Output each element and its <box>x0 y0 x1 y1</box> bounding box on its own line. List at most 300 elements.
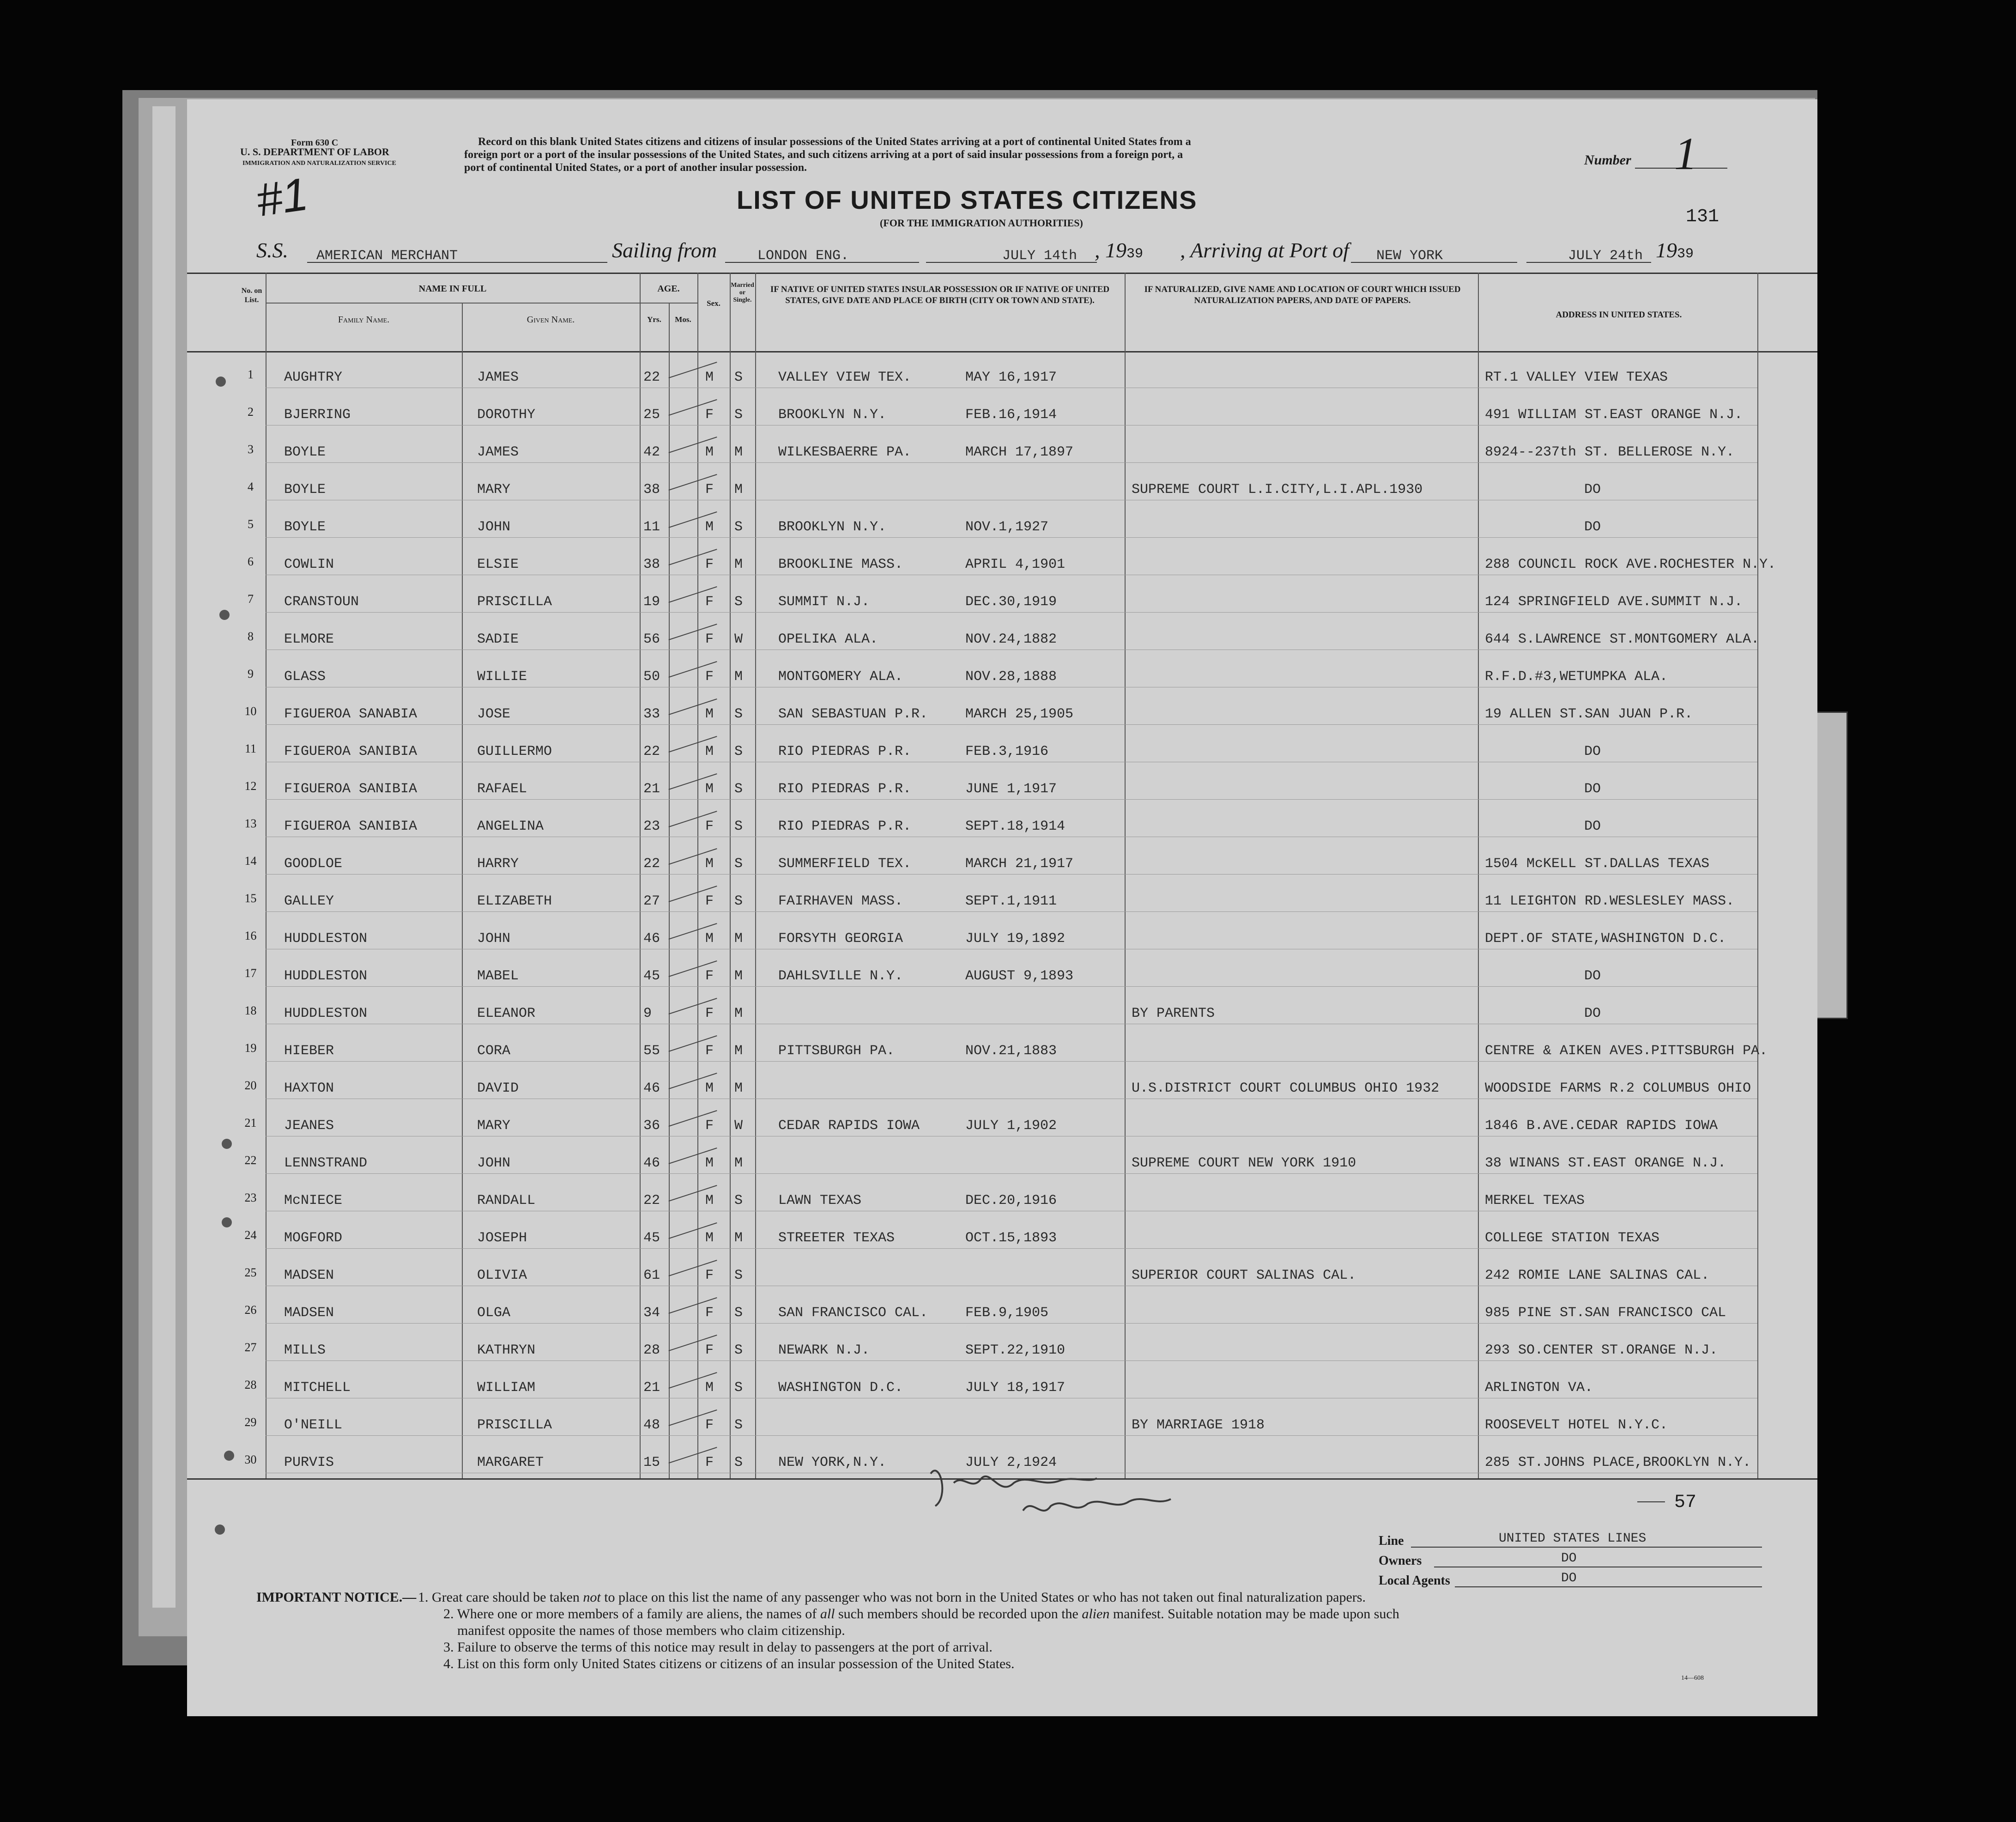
family-name: HUDDLESTON <box>284 968 368 984</box>
address: ROOSEVELT HOTEL N.Y.C. <box>1485 1417 1668 1433</box>
address: 644 S.LAWRENCE ST.MONTGOMERY ALA. <box>1485 632 1760 647</box>
birth-date: FEB.9,1905 <box>965 1305 1049 1321</box>
row-number: 25 <box>244 1266 257 1279</box>
sailing-year-prefix: , 19 <box>1095 238 1126 262</box>
sex: F <box>705 594 714 610</box>
given-name: CORA <box>477 1043 511 1059</box>
sex: F <box>705 482 714 498</box>
address: 8924--237th ST. BELLEROSE N.Y. <box>1485 444 1735 460</box>
page-edge-strip <box>152 106 176 1608</box>
address: 985 PINE ST.SAN FRANCISCO CAL <box>1485 1305 1726 1321</box>
sex: F <box>705 407 714 423</box>
inspector-signature <box>921 1455 1208 1524</box>
row-number: 8 <box>248 630 254 643</box>
row-number: 26 <box>244 1303 257 1317</box>
age-years: 28 <box>643 1342 660 1358</box>
naturalization: SUPERIOR COURT SALINAS CAL. <box>1132 1268 1356 1283</box>
page-number: 131 <box>1686 206 1719 227</box>
address: 242 ROMIE LANE SALINAS CAL. <box>1485 1268 1710 1283</box>
arrival-date: JULY 24th <box>1568 248 1643 264</box>
age-years: 46 <box>643 931 660 947</box>
row-number: 3 <box>248 443 254 456</box>
age-years: 56 <box>643 632 660 647</box>
arrival-year-prefix: 19 <box>1656 238 1677 262</box>
birth-date: SEPT.22,1910 <box>965 1342 1066 1358</box>
marital-status: S <box>734 744 743 759</box>
address: 288 COUNCIL ROCK AVE.ROCHESTER N.Y. <box>1485 557 1776 572</box>
birth-date: JULY 18,1917 <box>965 1380 1066 1396</box>
address: DO <box>1584 968 1601 984</box>
address: RT.1 VALLEY VIEW TEXAS <box>1485 370 1668 385</box>
family-name: O'NEILL <box>284 1417 343 1433</box>
marital-status: M <box>734 968 743 984</box>
table-row <box>187 351 1817 389</box>
page-title: LIST OF UNITED STATES CITIZENS <box>737 185 1198 214</box>
given-name: MABEL <box>477 968 519 984</box>
address: 124 SPRINGFIELD AVE.SUMMIT N.J. <box>1485 594 1743 610</box>
record-text-1: Record on this blank United States citizens and citizens of insular possessions of the United States arriving at a port of continental United States from a <box>478 136 1191 148</box>
given-name: GUILLERMO <box>477 744 552 759</box>
punch-hole <box>222 1139 232 1149</box>
birth-place: MONTGOMERY ALA. <box>778 669 903 685</box>
row-number: 10 <box>244 705 257 718</box>
table-row <box>187 463 1817 501</box>
row-number: 20 <box>244 1079 257 1092</box>
table-row <box>187 1212 1817 1249</box>
given-name: RAFAEL <box>477 781 527 797</box>
naturalization: BY PARENTS <box>1132 1006 1215 1021</box>
table-row <box>187 426 1817 463</box>
family-name: HUDDLESTON <box>284 931 368 947</box>
notice-2: 2. Where one or more members of a family are aliens, the names of all such members should be recorded upon the alien manifest. Suitable notation may be made upon such <box>443 1606 1399 1622</box>
age-years: 46 <box>643 1155 660 1171</box>
family-name: HAXTON <box>284 1081 334 1096</box>
sex: M <box>705 519 714 535</box>
row-number: 30 <box>244 1453 257 1466</box>
address: 491 WILLIAM ST.EAST ORANGE N.J. <box>1485 407 1743 423</box>
birth-date: FEB.16,1914 <box>965 407 1057 423</box>
age-years: 25 <box>643 407 660 423</box>
row-number: 19 <box>244 1041 257 1055</box>
given-name: ELIZABETH <box>477 893 552 909</box>
sex: F <box>705 1305 714 1321</box>
given-name: OLGA <box>477 1305 511 1321</box>
birth-place: NEWARK N.J. <box>778 1342 870 1358</box>
table-row <box>187 950 1817 987</box>
marital-status: S <box>734 1380 743 1396</box>
row-number: 24 <box>244 1228 257 1242</box>
table-row <box>187 501 1817 538</box>
birth-place: SUMMIT N.J. <box>778 594 870 610</box>
age-years: 46 <box>643 1081 660 1096</box>
birth-place: OPELIKA ALA. <box>778 632 878 647</box>
owners-value: DO <box>1561 1551 1577 1566</box>
family-name: GLASS <box>284 669 326 685</box>
row-number: 9 <box>248 667 254 680</box>
row-number: 1 <box>248 368 254 381</box>
row-number: 7 <box>248 592 254 606</box>
table-row <box>187 725 1817 763</box>
col-given: Given Name. <box>527 315 575 325</box>
print-code: 14—608 <box>1681 1675 1704 1682</box>
marital-status: S <box>734 1193 743 1209</box>
given-name: MARGARET <box>477 1455 544 1470</box>
birth-place: DAHLSVILLE N.Y. <box>778 968 903 984</box>
marital-status: S <box>734 1342 743 1358</box>
marital-status: S <box>734 519 743 535</box>
naturalization: SUPREME COURT L.I.CITY,L.I.APL.1930 <box>1132 482 1423 498</box>
birth-place: PITTSBURGH PA. <box>778 1043 895 1059</box>
col-birth: IF NATIVE OF UNITED STATES INSULAR POSSESSION OR IF NATIVE OF UNITED STATES, GIVE DATE AND PLACE OF BIRTH (CITY OR TOWN AND STATE). <box>770 285 1110 305</box>
row-number: 17 <box>244 966 257 980</box>
sex: M <box>705 1155 714 1171</box>
sex: M <box>705 370 714 385</box>
given-name: DOROTHY <box>477 407 536 423</box>
age-years: 48 <box>643 1417 660 1433</box>
service: IMMIGRATION AND NATURALIZATION SERVICE <box>242 160 396 167</box>
family-name: FIGUEROA SANIBIA <box>284 819 418 834</box>
marital-status: S <box>734 1417 743 1433</box>
birth-date: MARCH 17,1897 <box>965 444 1074 460</box>
sex: F <box>705 1043 714 1059</box>
agents-value: DO <box>1561 1571 1577 1585</box>
family-name: AUGHTRY <box>284 370 343 385</box>
address: 1846 B.AVE.CEDAR RAPIDS IOWA <box>1485 1118 1718 1134</box>
punch-hole <box>219 610 230 620</box>
age-years: 19 <box>643 594 660 610</box>
row-number: 27 <box>244 1341 257 1354</box>
age-years: 38 <box>643 482 660 498</box>
age-years: 34 <box>643 1305 660 1321</box>
age-years: 21 <box>643 781 660 797</box>
marital-status: M <box>734 1006 743 1021</box>
age-years: 21 <box>643 1380 660 1396</box>
sex: F <box>705 1118 714 1134</box>
age-years: 50 <box>643 669 660 685</box>
sex: F <box>705 893 714 909</box>
address: DO <box>1584 819 1601 834</box>
age-years: 33 <box>643 706 660 722</box>
marital-status: S <box>734 407 743 423</box>
given-name: ELSIE <box>477 557 519 572</box>
age-years: 55 <box>643 1043 660 1059</box>
given-name: ANGELINA <box>477 819 544 834</box>
line-label: Line <box>1379 1534 1404 1548</box>
birth-place: SUMMERFIELD TEX. <box>778 856 912 872</box>
punch-hole <box>215 1524 225 1535</box>
address: CENTRE & AIKEN AVES.PITTSBURGH PA. <box>1485 1043 1768 1059</box>
family-name: MADSEN <box>284 1268 334 1283</box>
row-number: 14 <box>244 854 257 868</box>
marital-status: S <box>734 819 743 834</box>
family-name: CRANSTOUN <box>284 594 359 610</box>
given-name: JOHN <box>477 931 511 947</box>
owners-label: Owners <box>1379 1554 1422 1568</box>
family-name: HUDDLESTON <box>284 1006 368 1021</box>
sex: F <box>705 1342 714 1358</box>
given-name: JOSEPH <box>477 1230 527 1246</box>
marital-status: M <box>734 669 743 685</box>
birth-place: RIO PIEDRAS P.R. <box>778 744 912 759</box>
birth-place: BROOKLYN N.Y. <box>778 407 887 423</box>
col-age: AGE. <box>657 284 680 294</box>
birth-place: NEW YORK,N.Y. <box>778 1455 887 1470</box>
arrival-year-suffix: 39 <box>1677 246 1694 262</box>
number-value: 1 <box>1674 128 1697 179</box>
birth-date: SEPT.18,1914 <box>965 819 1066 834</box>
family-name: PURVIS <box>284 1455 334 1470</box>
family-name: McNIECE <box>284 1193 343 1209</box>
given-name: WILLIE <box>477 669 527 685</box>
form-id: Form 630 C <box>291 138 339 148</box>
marital-status: S <box>734 1455 743 1470</box>
given-name: MARY <box>477 482 511 498</box>
marital-status: W <box>734 632 743 647</box>
given-name: JOHN <box>477 519 511 535</box>
birth-place: SAN SEBASTUAN P.R. <box>778 706 928 722</box>
given-name: OLIVIA <box>477 1268 527 1283</box>
birth-date: APRIL 4,1901 <box>965 557 1066 572</box>
family-name: MITCHELL <box>284 1380 351 1396</box>
marital-status: S <box>734 1305 743 1321</box>
row-number: 11 <box>244 742 257 755</box>
family-name: JEANES <box>284 1118 334 1134</box>
given-name: JOHN <box>477 1155 511 1171</box>
sex: F <box>705 632 714 647</box>
address: MERKEL TEXAS <box>1485 1193 1585 1209</box>
table-row <box>187 688 1817 725</box>
birth-date: JULY 19,1892 <box>965 931 1066 947</box>
page-subtitle: (FOR THE IMMIGRATION AUTHORITIES) <box>880 217 1083 229</box>
marital-status: S <box>734 594 743 610</box>
family-name: ELMORE <box>284 632 334 647</box>
marital-status: S <box>734 856 743 872</box>
family-name: LENNSTRAND <box>284 1155 368 1171</box>
col-address: ADDRESS IN UNITED STATES. <box>1556 310 1682 320</box>
family-name: MILLS <box>284 1342 326 1358</box>
family-name: BJERRING <box>284 407 351 423</box>
col-mos: Mos. <box>675 315 691 324</box>
address: R.F.D.#3,WETUMPKA ALA. <box>1485 669 1668 685</box>
sex: M <box>705 706 714 722</box>
family-name: BOYLE <box>284 444 326 460</box>
birth-date: AUGUST 9,1893 <box>965 968 1074 984</box>
row-number: 13 <box>244 817 257 830</box>
stamp-page-number: 57 <box>1674 1492 1697 1513</box>
address: 285 ST.JOHNS PLACE,BROOKLYN N.Y. <box>1485 1455 1751 1470</box>
age-years: 45 <box>643 968 660 984</box>
margin-mark: #1 <box>253 168 311 227</box>
ss-label: S.S. <box>256 238 288 262</box>
family-name: GOODLOE <box>284 856 343 872</box>
given-name: KATHRYN <box>477 1342 536 1358</box>
birth-date: MAY 16,1917 <box>965 370 1057 385</box>
address: DO <box>1584 744 1601 759</box>
given-name: WILLIAM <box>477 1380 536 1396</box>
sex: M <box>705 444 714 460</box>
age-years: 45 <box>643 1230 660 1246</box>
birth-place: VALLEY VIEW TEX. <box>778 370 912 385</box>
birth-date: JULY 2,1924 <box>965 1455 1057 1470</box>
table-row <box>187 1249 1817 1287</box>
sex: F <box>705 669 714 685</box>
table-row <box>187 1174 1817 1212</box>
notice-3: 3. Failure to observe the terms of this notice may result in delay to passengers at the port of arrival. <box>443 1640 993 1655</box>
age-years: 36 <box>643 1118 660 1134</box>
row-number: 21 <box>244 1116 257 1130</box>
address: DO <box>1584 482 1601 498</box>
address: 11 LEIGHTON RD.WESLESLEY MASS. <box>1485 893 1735 909</box>
age-years: 27 <box>643 893 660 909</box>
given-name: PRISCILLA <box>477 594 552 610</box>
birth-place: RIO PIEDRAS P.R. <box>778 781 912 797</box>
department: U. S. DEPARTMENT OF LABOR <box>240 146 389 158</box>
marital-status: M <box>734 1043 743 1059</box>
row-number: 16 <box>244 929 257 942</box>
address: DO <box>1584 1006 1601 1021</box>
birth-place: LAWN TEXAS <box>778 1193 862 1209</box>
given-name: DAVID <box>477 1081 519 1096</box>
marital-status: S <box>734 1268 743 1283</box>
marital-status: S <box>734 706 743 722</box>
sex: M <box>705 1081 714 1096</box>
address: 19 ALLEN ST.SAN JUAN P.R. <box>1485 706 1693 722</box>
col-married-single: Married or Single. <box>731 282 754 304</box>
row-number: 18 <box>244 1004 257 1017</box>
sailing-year-suffix: 39 <box>1126 246 1144 262</box>
birth-date: JULY 1,1902 <box>965 1118 1057 1134</box>
birth-date: NOV.28,1888 <box>965 669 1057 685</box>
col-no: No. on List. <box>241 287 262 304</box>
sex: M <box>705 781 714 797</box>
col-yrs: Yrs. <box>647 315 661 324</box>
family-name: MOGFORD <box>284 1230 343 1246</box>
address: 38 WINANS ST.EAST ORANGE N.J. <box>1485 1155 1726 1171</box>
marital-status: S <box>734 370 743 385</box>
table-row <box>187 875 1817 912</box>
family-name: HIEBER <box>284 1043 334 1059</box>
table-row <box>187 389 1817 426</box>
table-row <box>187 613 1817 650</box>
birth-date: DEC.30,1919 <box>965 594 1057 610</box>
birth-date: SEPT.1,1911 <box>965 893 1057 909</box>
address: DEPT.OF STATE,WASHINGTON D.C. <box>1485 931 1726 947</box>
sex: F <box>705 819 714 834</box>
col-sex: Sex. <box>707 299 720 308</box>
age-years: 23 <box>643 819 660 834</box>
table-row <box>187 1099 1817 1137</box>
sex: F <box>705 557 714 572</box>
row-number: 6 <box>248 555 254 568</box>
marital-status: M <box>734 1081 743 1096</box>
address: 1504 McKELL ST.DALLAS TEXAS <box>1485 856 1710 872</box>
marital-status: M <box>734 444 743 460</box>
address: DO <box>1584 519 1601 535</box>
marital-status: S <box>734 893 743 909</box>
punch-hole <box>216 377 226 387</box>
agents-label: Local Agents <box>1379 1573 1450 1588</box>
birth-date: NOV.21,1883 <box>965 1043 1057 1059</box>
birth-date: NOV.1,1927 <box>965 519 1049 535</box>
naturalization: SUPREME COURT NEW YORK 1910 <box>1132 1155 1356 1171</box>
sailing-port: LONDON ENG. <box>757 248 849 264</box>
arriving-label: , Arriving at Port of <box>1180 238 1349 262</box>
table-row <box>187 538 1817 576</box>
marital-status: M <box>734 1230 743 1246</box>
table-row <box>187 1399 1817 1436</box>
naturalization: BY MARRIAGE 1918 <box>1132 1417 1265 1433</box>
table-row <box>187 650 1817 688</box>
punch-hole <box>222 1217 232 1227</box>
col-naturalized: IF NATURALIZED, GIVE NAME AND LOCATION OF COURT WHICH ISSUED NATURALIZATION PAPERS, AND DATE OF PAPERS. <box>1144 285 1461 305</box>
family-name: BOYLE <box>284 519 326 535</box>
punch-hole <box>224 1451 234 1461</box>
table-row <box>187 838 1817 875</box>
table-row <box>187 1137 1817 1174</box>
age-years: 22 <box>643 1193 660 1209</box>
manifest-sheet <box>187 99 1817 1716</box>
sex: M <box>705 1380 714 1396</box>
age-years: 11 <box>643 519 660 535</box>
table-row <box>187 1062 1817 1099</box>
age-years: 15 <box>643 1455 660 1470</box>
sex: M <box>705 856 714 872</box>
table-row <box>187 763 1817 800</box>
given-name: PRISCILLA <box>477 1417 552 1433</box>
sailing-label: Sailing from <box>612 238 717 262</box>
family-name: MADSEN <box>284 1305 334 1321</box>
birth-date: NOV.24,1882 <box>965 632 1057 647</box>
age-years: 22 <box>643 744 660 759</box>
birth-date: JUNE 1,1917 <box>965 781 1057 797</box>
naturalization: U.S.DISTRICT COURT COLUMBUS OHIO 1932 <box>1132 1081 1440 1096</box>
row-number: 12 <box>244 779 257 793</box>
birth-date: OCT.15,1893 <box>965 1230 1057 1246</box>
family-name: FIGUEROA SANABIA <box>284 706 418 722</box>
notice-title: IMPORTANT NOTICE.— <box>256 1590 417 1605</box>
given-name: HARRY <box>477 856 519 872</box>
birth-place: SAN FRANCISCO CAL. <box>778 1305 928 1321</box>
given-name: MARY <box>477 1118 511 1134</box>
family-name: BOYLE <box>284 482 326 498</box>
row-number: 5 <box>248 517 254 531</box>
birth-place: RIO PIEDRAS P.R. <box>778 819 912 834</box>
table-row <box>187 912 1817 950</box>
birth-place: WILKESBAERRE PA. <box>778 444 912 460</box>
age-years: 9 <box>643 1006 652 1021</box>
address: DO <box>1584 781 1601 797</box>
birth-place: STREETER TEXAS <box>778 1230 895 1246</box>
birth-date: FEB.3,1916 <box>965 744 1049 759</box>
family-name: FIGUEROA SANIBIA <box>284 744 418 759</box>
col-name-in-full: NAME IN FULL <box>418 284 487 294</box>
given-name: JAMES <box>477 444 519 460</box>
table-row <box>187 1025 1817 1062</box>
table-row <box>187 576 1817 613</box>
row-number: 22 <box>244 1154 257 1167</box>
row-number: 2 <box>248 405 254 419</box>
row-number: 23 <box>244 1191 257 1204</box>
record-text-2: foreign port or a port of the insular possessions of the United States, and such citizens arriving at a port of said insular possessions from a foreign port, a <box>464 149 1183 161</box>
notice-2-cont: manifest opposite the names of those members who claim citizenship. <box>457 1623 845 1638</box>
ship-name: AMERICAN MERCHANT <box>316 248 458 264</box>
given-name: RANDALL <box>477 1193 536 1209</box>
table-row <box>187 1324 1817 1361</box>
notice-4: 4. List on this form only United States citizens or citizens of an insular possession of the United States. <box>443 1656 1015 1671</box>
given-name: JOSE <box>477 706 511 722</box>
sex: F <box>705 1455 714 1470</box>
birth-place: FAIRHAVEN MASS. <box>778 893 903 909</box>
